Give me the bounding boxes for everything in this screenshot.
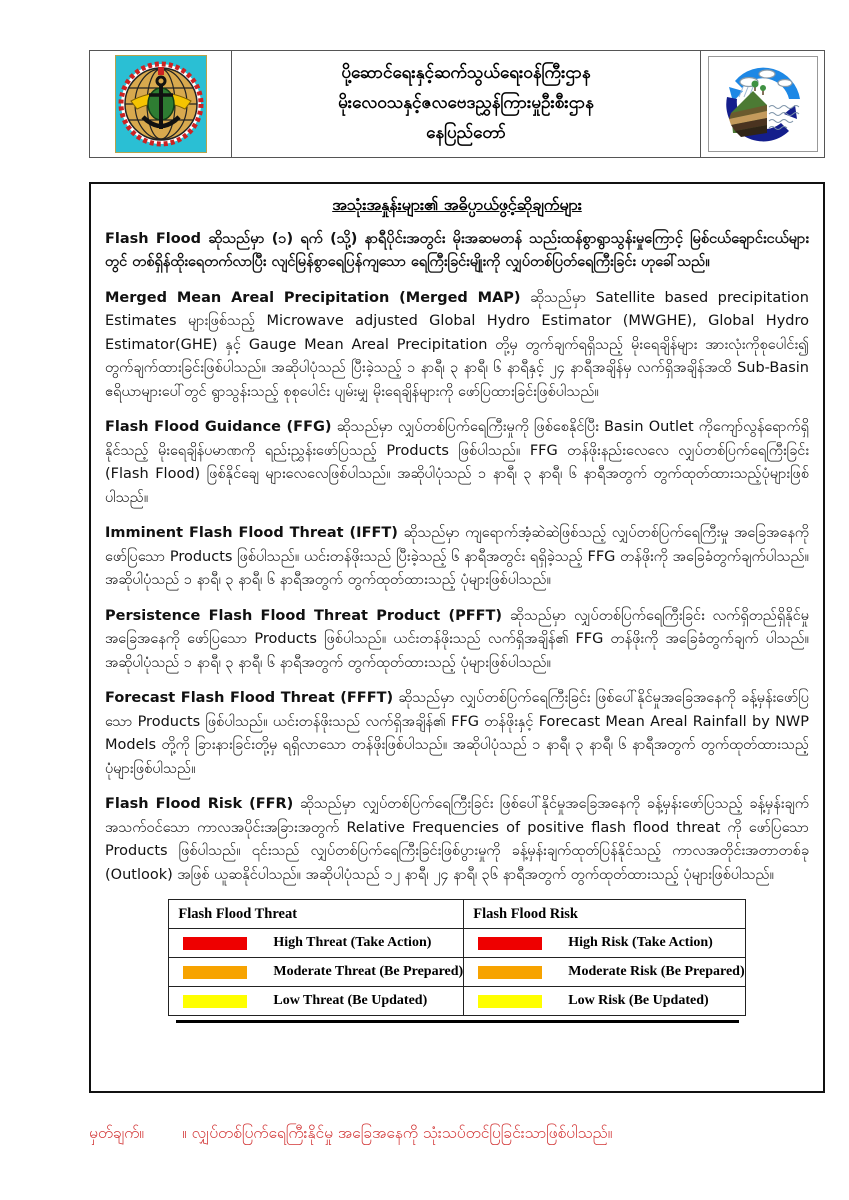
- term-ifft: Imminent Flash Flood Threat (IFFT): [105, 525, 398, 542]
- moderate-threat-color-swatch: [183, 966, 247, 979]
- high-threat-color-swatch: [183, 937, 247, 950]
- definitions-section: [89, 182, 825, 1093]
- low-risk-label: Low Risk (Be Updated): [568, 993, 709, 1009]
- term-ffg: Flash Flood Guidance (FFG): [105, 419, 332, 436]
- definition-text: ဆိုသည်မှာ (၁) ရက် (သို့) နာရီပိုင်းအတွင်း မိုးအဆမတန် သည်းထန်စွာရွာသွန်းမှုကြောင့် မြစ်ငယ်ချောင်းငယ်များတွင် တစ်ရှိန်ထိုးရေတက်လာပြီး လျင်မြန်စွာရေပြန်ကျသော ရေကြီးခြင်းမျိုးကို လျှပ်တစ်ပြတ်ရေကြီးခြင်း ဟုခေါ်သည်။: [105, 231, 809, 271]
- term-pfft: Persistence Flash Flood Threat Product (PFFT): [105, 607, 503, 624]
- city-name: နေပြည်တော်: [426, 122, 506, 143]
- term-merged-map: Merged Mean Areal Precipitation (Merged MAP): [105, 289, 521, 306]
- threat-risk-legend-table: [168, 899, 745, 1016]
- definition-text: ဆိုသည်မှာ Satellite based precipitation Estimates များဖြစ်သည့် Microwave adjusted Global Hydro Estimator (MWGHE), Global Hydro Estimator(GHE) နှင့် Gauge Mean Areal Precipitation တို့မှ တွက်ချက်ရရှိသည့် မိုးရေချိန်များ အားလုံးကိုစုပေါင်း၍ တွက်ချက်ထားခြင်းဖြစ်ပါသည်။ အဆိုပါပုံသည် ပြီးခဲ့သည့် ၁ နာရီ၊ ၃ နာရီ၊ ၆ နာရီနှင့် ၂၄ နာရီအချိန်မှ လက်ရှိအချိန်အထိ Sub-Basin ဧရိယာများပေါ်တွင် ရွာသွန်းသည့် စုစုပေါင်း ပျမ်းမျှ မိုးရေချိန်များကို ဖော်ပြထားခြင်းဖြစ်ပါသည်။: [105, 289, 809, 400]
- definition-text: ဆိုသည်မှာ လျှပ်တစ်ပြက်ရေကြီးခြင်း ဖြစ်ပေါ်နိုင်မှုအခြေအနေကို ခန့်မှန်းဖော်ပြသော Products ဖြစ်ပါသည်။ ယင်းတန်ဖိုးသည် လက်ရှိအချိန်၏ FFG တန်ဖိုးနှင့် Forecast Mean Areal Rainfall by NWP Models တို့ကို ခြားနားခြင်းတို့မှ ရရှိလာသော တန်ဖိုးဖြစ်ပါသည်။ အဆိုပါပုံသည် ၁ နာရီ၊ ၃ နာရီ၊ ၆ နာရီအတွက် တွက်ထုတ်ထားသည့် ပုံများဖြစ်ပါသည်။: [105, 690, 810, 777]
- high-risk-label: High Risk (Take Action): [568, 935, 713, 951]
- definition-ffr: [105, 793, 809, 887]
- letterhead-left-cell: [90, 51, 232, 157]
- definition-pfft: [105, 605, 809, 675]
- remark-note: [89, 1122, 825, 1145]
- low-threat-label: Low Threat (Be Updated): [273, 993, 428, 1009]
- definition-text: ဆိုသည်မှာ ကျရောက်အံ့ဆဲဆဲဖြစ်သည့် လျှပ်တစ်ပြက်ရေကြီးမှု အခြေအနေကို ဖော်ပြသော Products ဖြစ်ပါသည်။ ယင်းတန်ဖိုးသည် ပြီးခဲ့သည့် ၆ နာရီအတွင်း ရရှိခဲ့သည့် FFG တန်ဖိုးကို အခြေခံတွက်ချက်ပါသည်။ အဆိုပါပုံသည် ၁ နာရီ၊ ၃ နာရီ၊ ၆ နာရီအတွက် တွက်ထုတ်ထားသည့် ပုံများဖြစ်ပါသည်။: [105, 525, 810, 589]
- ministry-name: ပို့ဆောင်ရေးနှင့်ဆက်သွယ်ရေးဝန်ကြီးဌာန: [341, 63, 591, 84]
- moderate-threat-label: Moderate Threat (Be Prepared): [273, 964, 464, 980]
- table-row: [169, 929, 745, 958]
- legend-header-threat: Flash Flood Threat: [169, 900, 464, 929]
- high-threat-label: High Threat (Take Action): [273, 935, 432, 951]
- term-ffft: Forecast Flash Flood Threat (FFFT): [105, 690, 394, 707]
- definition-ffft: [105, 687, 809, 781]
- water-cycle-icon: [715, 61, 811, 147]
- definition-text: ဆိုသည်မှာ လျှပ်တစ်ပြက်ရေကြီးခြင်း ဖြစ်ပေါ်နိုင်မှုအခြေအနေကို ခန့်မှန်းဖော်ပြသည့် ခန့်မှန်းချက် အသက်ဝင်သော ကာလအပိုင်းအခြားအတွက် Relative Frequencies of positive flash flood threat ကို ဖော်ပြသော Products ဖြစ်ပါသည်။ ၎င်းသည် လျှပ်တစ်ပြက်ရေကြီးခြင်းဖြစ်ပွားမှုကို ခန့်မှန်းချက်ထုတ်ပြန်နိုင်သည့် ကာလအတိုင်းအတာတစ်ခု (Outlook) အဖြစ် ယူဆနိုင်ပါသည်။ အဆိုပါပုံသည် ၁၂ နာရီ၊ ၂၄ နာရီ၊ ၃၆ နာရီအတွက် တွက်ထုတ်ထားသည့် ပုံများဖြစ်ပါသည်။: [105, 796, 810, 883]
- water-cycle-logo-frame: [708, 56, 818, 152]
- table-row: [169, 987, 745, 1016]
- term-ffr: Flash Flood Risk (FFR): [105, 796, 294, 813]
- table-underline-rule: [176, 1020, 739, 1023]
- low-threat-color-swatch: [183, 995, 247, 1008]
- definition-text: ဆိုသည်မှာ လျှပ်တစ်ပြက်ရေကြီးမှုကို ဖြစ်စေနိုင်ပြီး Basin Outlet ကိုကျော်လွန်ရောက်ရှိနိုင်သည့် မိုးရေချိန်ပမာဏကို ရည်းညွှန်းဖော်ပြသည့် Products ဖြစ်ပါသည်။ FFG တန်ဖိုးနည်းလေလေ လျှပ်တစ်ပြက်ရေကြီးခြင်း (Flash Flood) ဖြစ်နိုင်ချေ များလေလေဖြစ်ပါသည်။ အဆိုပါပုံသည် ၁ နာရီ၊ ၃ နာရီ၊ ၆ နာရီအတွက် တွက်ထုတ်ထားသည့်ပုံများဖြစ်ပါသည်။: [105, 419, 810, 506]
- page-title: အသုံးအနှုန်းများ၏ အဓိပ္ပာယ်ဖွင့်ဆိုချက်များ: [332, 195, 582, 214]
- ministry-seal-icon: [115, 55, 207, 153]
- high-risk-color-swatch: [478, 937, 542, 950]
- department-name: မိုးလေဝသနှင့်ဇလဗေဒညွှန်ကြားမှုဦးစီးဌာန: [338, 93, 594, 114]
- letterhead-right-cell: [700, 51, 824, 157]
- term-flash-flood: Flash Flood: [105, 231, 201, 247]
- definition-ifft: [105, 522, 809, 592]
- moderate-risk-color-swatch: [478, 966, 542, 979]
- letterhead-title-cell: [232, 51, 700, 157]
- table-row: [169, 958, 745, 987]
- definition-text: ဆိုသည်မှာ လျှပ်တစ်ပြက်ရေကြီးခြင်း လက်ရှိတည်ရှိနိုင်မှု အခြေအနေကို ဖော်ပြသော Products ဖြစ်ပါသည်။ ယင်းတန်ဖိုးသည် လက်ရှိအချိန်၏ FFG တန်ဖိုးကို အခြေခံတွက်ချက် ပါသည်။ အဆိုပါပုံသည် ၁ နာရီ၊ ၃ နာရီ၊ ၆ နာရီအတွက် တွက်ထုတ်ထားသည့် ပုံများဖြစ်ပါသည်။: [105, 607, 810, 671]
- moderate-risk-label: Moderate Risk (Be Prepared): [568, 964, 745, 980]
- definition-merged-map: [105, 287, 809, 404]
- letterhead: [89, 50, 825, 158]
- remark-label: မှတ်ချက်။: [89, 1124, 144, 1142]
- legend-header-risk: Flash Flood Risk: [464, 900, 745, 929]
- low-risk-color-swatch: [478, 995, 542, 1008]
- definition-ffg: [105, 416, 809, 510]
- remark-text: ။ လျှပ်တစ်ပြက်ရေကြီးနိုင်မှု အခြေအနေကို သုံးသပ်တင်ပြခြင်းသာဖြစ်ပါသည်။: [181, 1124, 613, 1142]
- definition-flash-flood: [105, 228, 809, 275]
